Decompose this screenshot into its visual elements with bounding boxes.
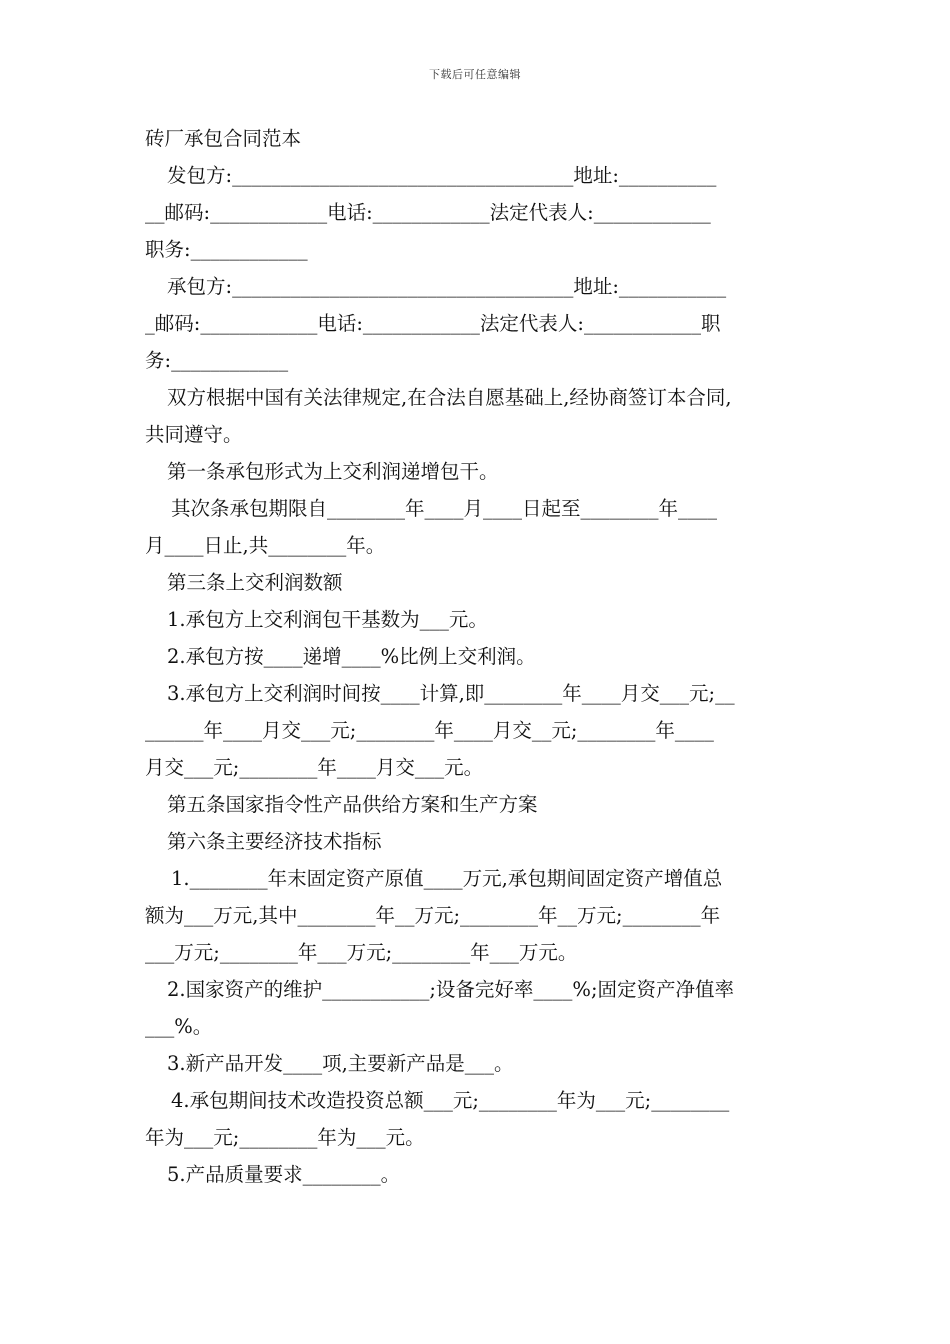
article-5-heading: 第五条国家指令性产品供给方案和生产方案 bbox=[167, 793, 538, 816]
article-3-item-3-line: 3.承包方上交利润时间按____计算,即________年____月交___元;__ bbox=[167, 682, 735, 705]
party-b-position-line: 务:____________ bbox=[145, 349, 289, 372]
party-a-contact-line: __邮码:____________电话:____________法定代表人:____________ bbox=[145, 201, 711, 224]
party-b-contact-line: _邮码:____________电话:____________法定代表人:____________职 bbox=[145, 312, 721, 335]
article-3-item-3-line: 月交___元;________年____月交___元。 bbox=[145, 756, 484, 779]
article-3-item-1: 1.承包方上交利润包干基数为___元。 bbox=[167, 608, 488, 631]
party-a-position-line: 职务:____________ bbox=[145, 238, 308, 261]
article-6-item-5: 5.产品质量要求________。 bbox=[167, 1163, 401, 1186]
article-6-heading: 第六条主要经济技术指标 bbox=[167, 830, 382, 853]
document-title: 砖厂承包合同范本 bbox=[145, 127, 302, 150]
article-1: 第一条承包形式为上交利润递增包干。 bbox=[167, 460, 499, 483]
article-3-heading: 第三条上交利润数额 bbox=[167, 571, 343, 594]
contract-body bbox=[145, 120, 807, 1193]
article-6-item-2-line: ___%。 bbox=[145, 1015, 213, 1038]
article-6-item-3: 3.新产品开发____项,主要新产品是___。 bbox=[167, 1052, 514, 1075]
preamble-line: 双方根据中国有关法律规定,在合法自愿基础上,经协商签订本合同, bbox=[167, 386, 732, 409]
header-note: 下载后可任意编辑 bbox=[429, 68, 521, 81]
article-6-item-4-line: 4.承包期间技术改造投资总额___元;________年为___元;________ bbox=[171, 1089, 730, 1112]
article-2-line: 月____日止,共________年。 bbox=[145, 534, 386, 557]
party-b-line: 承包方:___________________________________地址:___________ bbox=[167, 275, 727, 298]
preamble-line: 共同遵守。 bbox=[145, 423, 243, 446]
article-6-item-2-line: 2.国家资产的维护___________;设备完好率____%;固定资产净值率 bbox=[167, 978, 735, 1001]
article-6-item-1-line: 1.________年末固定资产原值____万元,承包期间固定资产增值总 bbox=[171, 867, 723, 890]
article-3-item-2: 2.承包方按____递增____%比例上交利润。 bbox=[167, 645, 536, 668]
article-6-item-4-line: 年为___元;________年为___元。 bbox=[145, 1126, 425, 1149]
article-6-item-1-line: 额为___万元,其中________年__万元;________年__万元;________年 bbox=[145, 904, 721, 927]
party-a-line: 发包方:___________________________________地址:__________ bbox=[167, 164, 717, 187]
article-6-item-1-line: ___万元;________年___万元;________年___万元。 bbox=[145, 941, 578, 964]
article-3-item-3-line: ______年____月交___元;________年____月交__元;________年____ bbox=[145, 719, 714, 742]
article-2-line: 其次条承包期限自________年____月____日起至________年____ bbox=[171, 497, 718, 520]
